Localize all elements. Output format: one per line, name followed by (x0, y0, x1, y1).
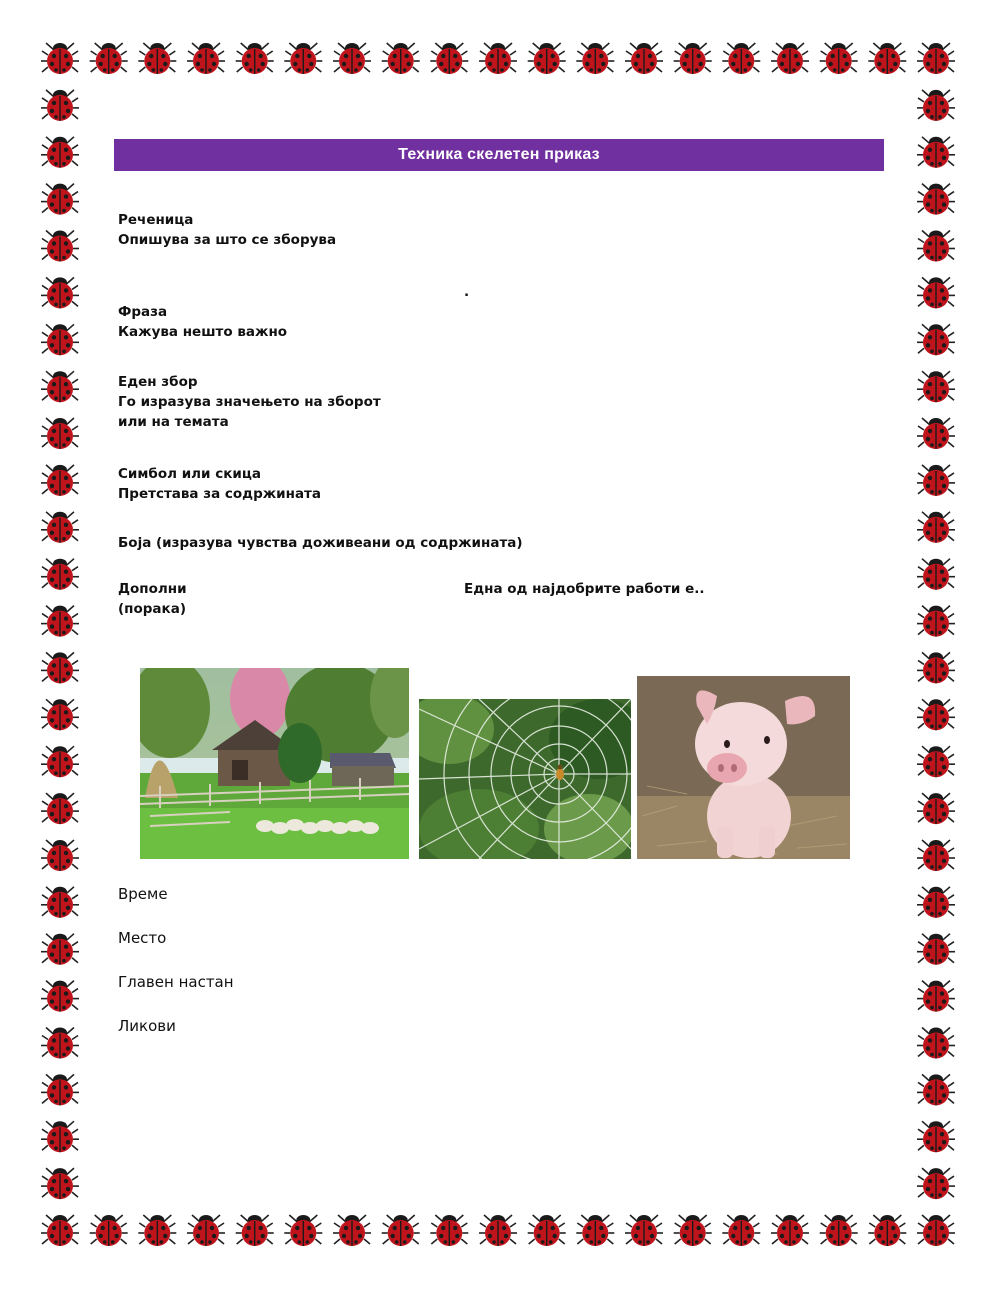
prompt-phrase-title: Фраза (118, 304, 168, 320)
ladybug-icon (917, 559, 955, 590)
ladybug-icon (917, 699, 955, 730)
story-element-characters: Ликови (118, 1017, 176, 1035)
ladybug-icon (333, 1215, 371, 1246)
ladybug-icon (917, 184, 955, 215)
ladybug-icon (41, 1168, 79, 1199)
ladybug-icon (333, 43, 371, 74)
complete-sentence: Една од најдобрите работи е.. (464, 581, 705, 597)
ladybug-icon (917, 606, 955, 637)
ladybug-icon (138, 43, 176, 74)
ladybug-icon (917, 652, 955, 683)
ladybug-icon (576, 1215, 614, 1246)
ladybug-icon (41, 887, 79, 918)
ladybug-icon (917, 371, 955, 402)
prompt-complete-title: Дополни (118, 581, 187, 597)
prompt-color-title: Боја (изразува чувства доживеани од содржината) (118, 535, 523, 551)
ladybug-icon (41, 90, 79, 121)
prompt-phrase-desc: Кажува нешто важно (118, 324, 288, 340)
ladybug-icon (236, 43, 274, 74)
ladybug-icon (382, 43, 420, 74)
ladybug-icon (479, 43, 517, 74)
prompt-sentence-title: Реченица (118, 212, 194, 228)
ladybug-icon (41, 137, 79, 168)
ladybug-icon (674, 43, 712, 74)
ladybug-icon (917, 887, 955, 918)
dot-mark: . (464, 284, 470, 300)
ladybug-icon (917, 465, 955, 496)
ladybug-icon (917, 43, 955, 74)
ladybug-icon (41, 512, 79, 543)
ladybug-icon (917, 1028, 955, 1059)
prompt-sentence-desc: Опишува за што се зборува (118, 232, 337, 248)
ladybug-icon (41, 465, 79, 496)
ladybug-icon (90, 1215, 128, 1246)
ladybug-icon (41, 652, 79, 683)
story-element-time: Време (118, 885, 168, 903)
story-element-main-event: Главен настан (118, 973, 234, 991)
page-title: Техника скелетен приказ (398, 146, 600, 163)
prompt-word-desc-1: Го изразува значењето на зборот (118, 394, 381, 410)
ladybug-icon (479, 1215, 517, 1246)
ladybug-icon (41, 184, 79, 215)
ladybug-icon (576, 43, 614, 74)
ladybug-icon (382, 1215, 420, 1246)
ladybug-icon (917, 1215, 955, 1246)
ladybug-icon (917, 231, 955, 262)
ladybug-icon (771, 1215, 809, 1246)
ladybug-icon (284, 43, 322, 74)
ladybug-icon (917, 90, 955, 121)
ladybug-icon (917, 1168, 955, 1199)
ladybug-icon (917, 981, 955, 1012)
ladybug-icon (187, 43, 225, 74)
ladybug-icon (917, 1074, 955, 1105)
ladybug-icon (868, 43, 906, 74)
ladybug-icon (917, 324, 955, 355)
ladybug-icon (41, 1121, 79, 1152)
ladybug-icon (917, 277, 955, 308)
ladybug-icon (41, 418, 79, 449)
ladybug-icon (41, 277, 79, 308)
ladybug-icon (90, 43, 128, 74)
ladybug-icon (41, 793, 79, 824)
ladybug-icon (41, 324, 79, 355)
story-element-place: Место (118, 929, 167, 947)
ladybug-icon (917, 934, 955, 965)
ladybug-icon (625, 1215, 663, 1246)
ladybug-icon (138, 1215, 176, 1246)
ladybug-icon (820, 43, 858, 74)
ladybug-icon (674, 1215, 712, 1246)
prompt-complete-desc: (порака) (118, 601, 186, 617)
prompt-symbol-desc: Претстава за содржината (118, 486, 321, 502)
title-banner (114, 139, 884, 171)
ladybug-icon (917, 1121, 955, 1152)
ladybug-icon (722, 43, 760, 74)
ladybug-icon (41, 1215, 79, 1246)
ladybug-icon (41, 746, 79, 777)
piglet-photo (637, 676, 850, 859)
ladybug-icon (917, 793, 955, 824)
ladybug-icon (917, 840, 955, 871)
ladybug-icon (917, 137, 955, 168)
ladybug-icon (41, 43, 79, 74)
prompt-word-title: Еден збор (118, 374, 198, 390)
ladybug-icon (41, 606, 79, 637)
ladybug-icon (41, 559, 79, 590)
ladybug-icon (917, 746, 955, 777)
prompt-symbol-title: Симбол или скица (118, 466, 261, 482)
ladybug-icon (41, 934, 79, 965)
ladybug-icon (41, 981, 79, 1012)
ladybug-icon (41, 840, 79, 871)
ladybug-icon (771, 43, 809, 74)
ladybug-icon (236, 1215, 274, 1246)
ladybug-icon (187, 1215, 225, 1246)
ladybug-icon (284, 1215, 322, 1246)
ladybug-icon (430, 43, 468, 74)
ladybug-icon (625, 43, 663, 74)
ladybug-icon (41, 231, 79, 262)
ladybug-icon (41, 699, 79, 730)
ladybug-icon (41, 371, 79, 402)
ladybug-icon (868, 1215, 906, 1246)
ladybug-icon (41, 1028, 79, 1059)
prompt-word-desc-2: или на темата (118, 414, 229, 430)
spider-web-photo (419, 699, 631, 859)
ladybug-icon (917, 418, 955, 449)
ladybug-icon (528, 43, 566, 74)
ladybug-icon (917, 512, 955, 543)
ladybug-icon (41, 1074, 79, 1105)
ladybug-icon (528, 1215, 566, 1246)
ladybug-icon (820, 1215, 858, 1246)
ladybug-icon (430, 1215, 468, 1246)
ladybug-icon (722, 1215, 760, 1246)
farm-photo (140, 668, 409, 859)
